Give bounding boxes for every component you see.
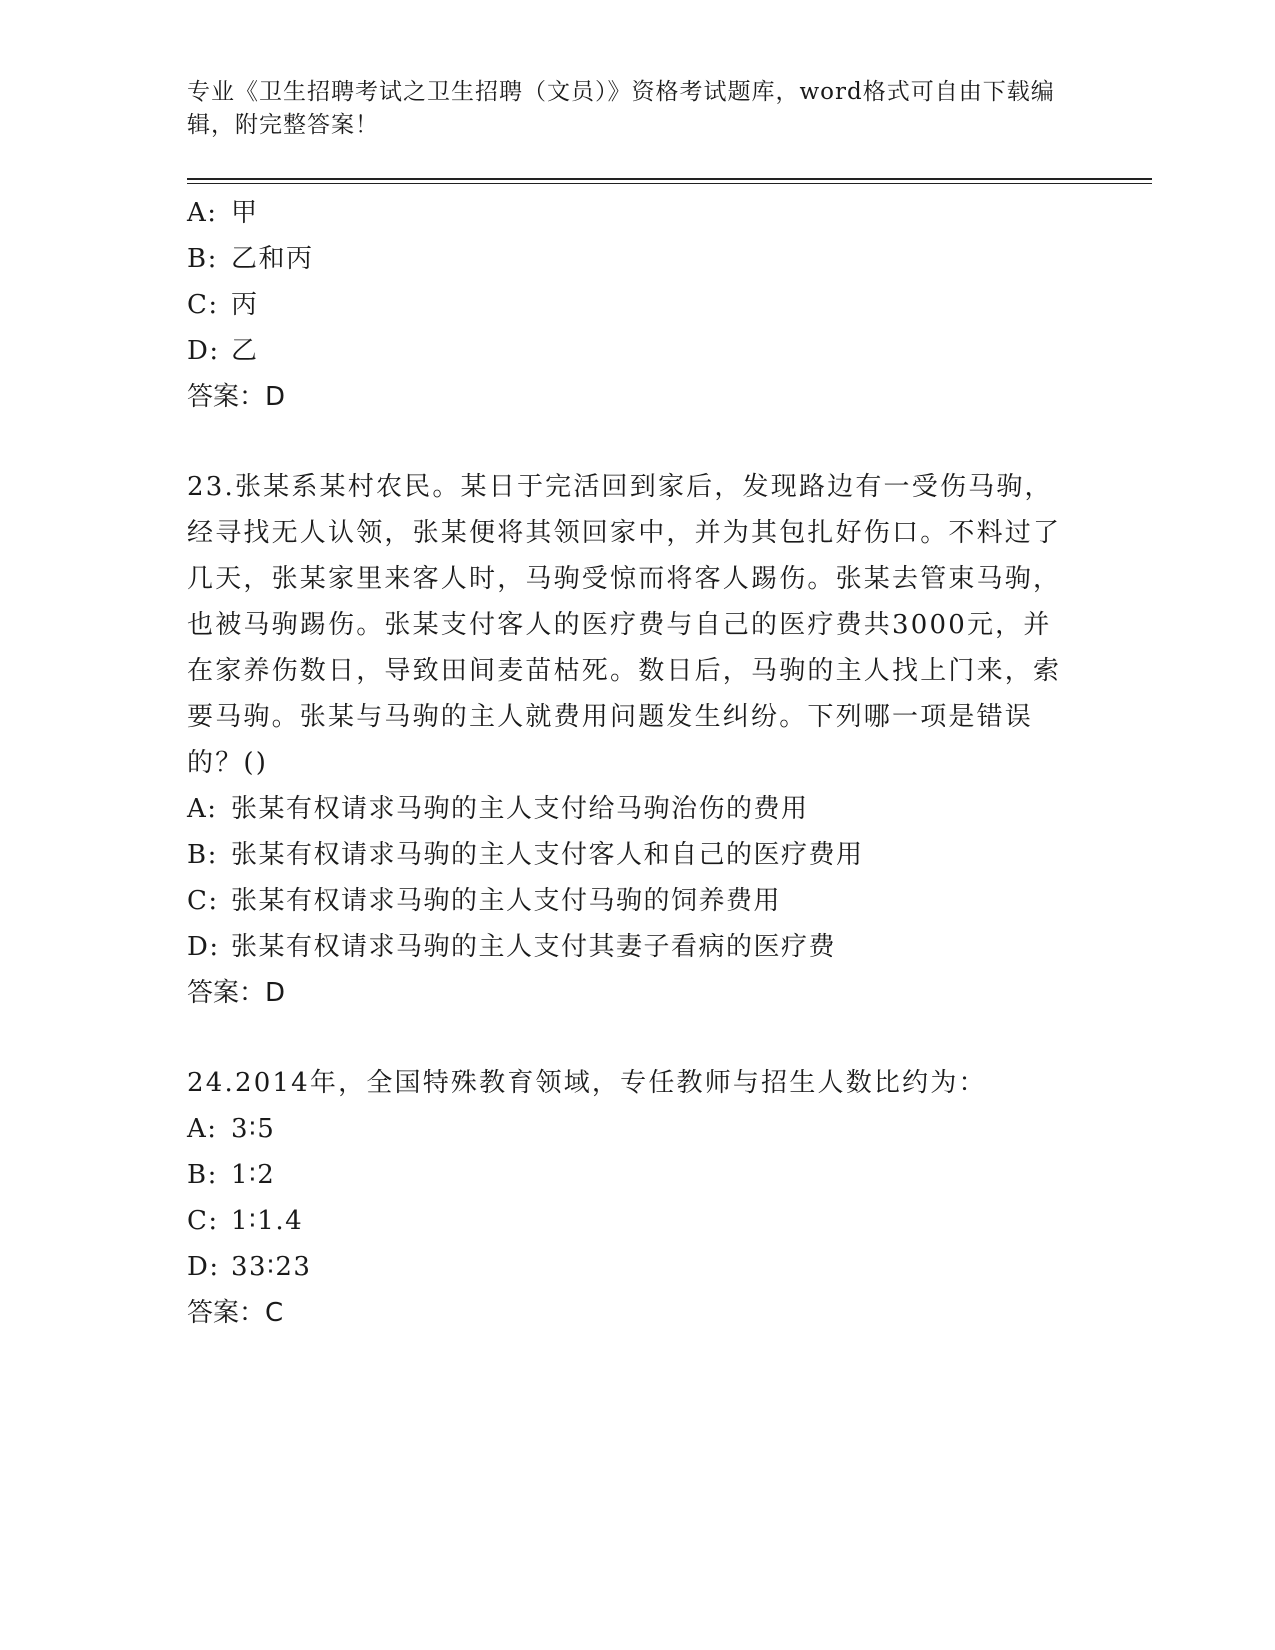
prev-question-block — [187, 190, 1087, 420]
option-text: 张某有权请求马驹的主人支付给马驹治伤的费用 — [231, 794, 809, 824]
spacer — [187, 420, 1087, 464]
option-label: C: — [187, 886, 219, 916]
document-header: 专业《卫生招聘考试之卫生招聘（文员）》资格考试题库，word格式可自由下载编辑，附完整答案！ — [187, 79, 1055, 138]
option-text: 乙 — [231, 336, 259, 366]
option-text: 1∶1.4 — [231, 1206, 304, 1236]
option-d — [187, 1244, 1087, 1290]
option-label: D: — [187, 1252, 220, 1282]
question-text: 23.张某系某村农民。某日于完活回到家后，发现路边有一受伤马驹，经寻找无人认领，张某便将其领回家中，并为其包扎好伤口。不料过了几天，张某家里来客人时，马驹受惊而将客人踢伤。张某去管束马驹，也被马驹踢伤。张某支付客人的医疗费与自己的医疗费共3000元，并在家养伤数日，导致田间麦苗枯死。数日后，马驹的主人找上门来，索要马驹。张某与马驹的主人就费用问题发生纠纷。下列哪一项是错误的？() — [187, 472, 1062, 778]
option-label: C: — [187, 1206, 219, 1236]
option-label: B: — [187, 840, 218, 870]
option-label: A: — [187, 198, 218, 228]
option-c — [187, 282, 1087, 328]
document-body — [187, 190, 1087, 1336]
answer-line: 答案：C — [187, 1298, 284, 1328]
question-23-block — [187, 464, 1087, 1016]
option-label: A: — [187, 794, 218, 824]
question-text: 24.2014年，全国特殊教育领域，专任教师与招生人数比约为： — [187, 1068, 987, 1098]
header-divider-thick — [187, 178, 1152, 180]
spacer — [187, 1016, 1087, 1060]
option-label: D: — [187, 336, 220, 366]
option-text: 3∶5 — [231, 1114, 276, 1144]
option-text: 张某有权请求马驹的主人支付马驹的饲养费用 — [231, 886, 782, 916]
question-24-block — [187, 1060, 1087, 1336]
answer-line: 答案：D — [187, 382, 286, 412]
option-d — [187, 328, 1087, 374]
option-b — [187, 236, 1087, 282]
option-a — [187, 190, 1087, 236]
option-b — [187, 832, 1087, 878]
option-label: D: — [187, 932, 220, 962]
option-text: 张某有权请求马驹的主人支付其妻子看病的医疗费 — [231, 932, 837, 962]
option-text: 丙 — [231, 290, 259, 320]
header-divider-thin — [187, 183, 1152, 184]
option-b — [187, 1152, 1087, 1198]
option-c — [187, 878, 1087, 924]
option-text: 1∶2 — [231, 1160, 276, 1190]
option-text: 33∶23 — [231, 1252, 312, 1282]
option-label: B: — [187, 1160, 218, 1190]
option-text: 甲 — [231, 198, 259, 228]
option-a — [187, 786, 1087, 832]
option-label: A: — [187, 1114, 218, 1144]
answer-line: 答案：D — [187, 978, 286, 1008]
option-label: C: — [187, 290, 219, 320]
option-c — [187, 1198, 1087, 1244]
option-a — [187, 1106, 1087, 1152]
option-text: 张某有权请求马驹的主人支付客人和自己的医疗费用 — [231, 840, 864, 870]
option-d — [187, 924, 1087, 970]
option-label: B: — [187, 244, 218, 274]
option-text: 乙和丙 — [231, 244, 314, 274]
